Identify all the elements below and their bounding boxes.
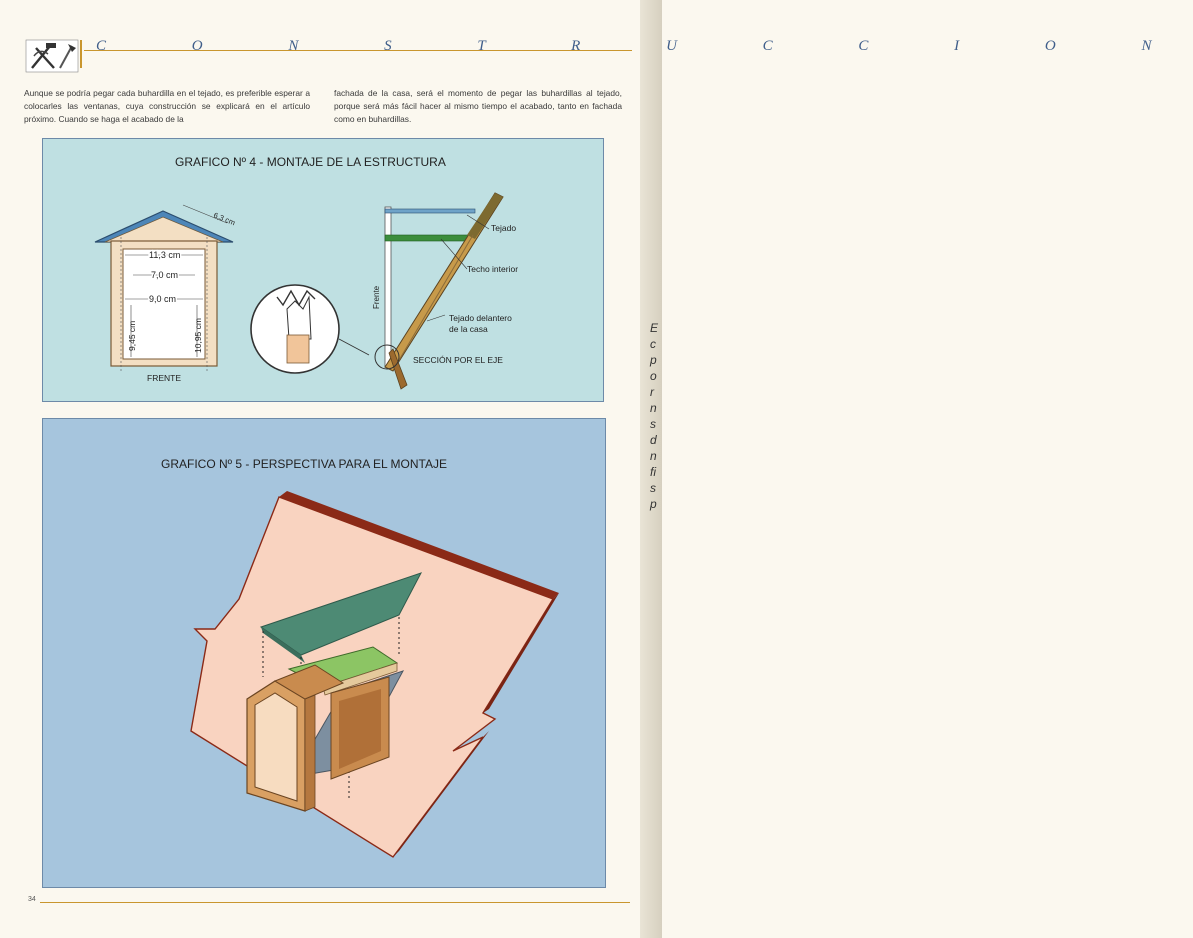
- margin-letter: s: [650, 417, 656, 431]
- detail-circle: [251, 285, 369, 373]
- section-title: C O N S T R U C C I O N: [96, 38, 1193, 54]
- margin-letter: p: [650, 497, 657, 511]
- margin-letter: s: [650, 481, 656, 495]
- label-tejado: Tejado: [491, 223, 517, 233]
- page-number: 34: [28, 896, 36, 903]
- margin-letter: o: [650, 369, 657, 383]
- dim-left-height-label: 9,45 cm: [127, 320, 137, 351]
- margin-letter: c: [650, 337, 656, 351]
- label-de-la-casa: de la casa: [449, 324, 488, 334]
- dim-top-width-label: 11,3 cm: [149, 250, 181, 260]
- dim-mid-width-label: 7,0 cm: [151, 270, 179, 280]
- section-view: [372, 193, 518, 389]
- body-text-column-2: fachada de la casa, será el momento de pegar las buhardillas al tejado, porque será más fácil hacer al mismo tiempo el acabado, tanto en fachada como en buhardillas.: [334, 88, 622, 124]
- header-bar: [80, 40, 82, 68]
- label-seccion: SECCIÓN POR EL EJE: [413, 355, 503, 365]
- margin-letter: E: [650, 321, 659, 335]
- label-frente-side: Frente: [372, 285, 381, 309]
- margin-letter: d: [650, 433, 657, 447]
- figure-5-panel: [42, 418, 606, 888]
- tools-icon: [24, 38, 80, 74]
- front-label: FRENTE: [147, 373, 181, 383]
- footer-rule: [40, 902, 630, 903]
- figure-4-drawing: [43, 139, 603, 401]
- figure-4-panel: [42, 138, 604, 402]
- margin-letter: n: [650, 401, 657, 415]
- front-frame: [247, 681, 315, 811]
- dim-inner-width-label: 9,0 cm: [149, 294, 177, 304]
- dim-right-height-label: 10,95 cm: [193, 318, 203, 353]
- dim-roof-label: 6,3 cm: [212, 210, 237, 228]
- label-tejado-delantero: Tejado delantero: [449, 313, 512, 323]
- figure-5-drawing: [43, 419, 605, 887]
- front-view: [95, 205, 236, 383]
- figure-4-title: GRAFICO Nº 4 - MONTAJE DE LA ESTRUCTURA: [175, 155, 446, 169]
- margin-letter: p: [650, 353, 657, 367]
- adjacent-page-letters: [650, 320, 658, 512]
- margin-letter: fi: [650, 465, 656, 479]
- margin-letter: n: [650, 449, 657, 463]
- body-text-column-1: Aunque se podría pegar cada buhardilla en el tejado, es preferible esperar a colocarles las ventanas, cuya construcción se explicará en el artículo próximo. Cuando se haga el acabado de la: [24, 88, 310, 124]
- figure-5-title: GRAFICO Nº 5 - PERSPECTIVA PARA EL MONTAJE: [161, 457, 447, 471]
- margin-letter: r: [650, 385, 654, 399]
- label-techo-interior: Techo interior: [467, 264, 519, 274]
- section-header: [14, 36, 1193, 76]
